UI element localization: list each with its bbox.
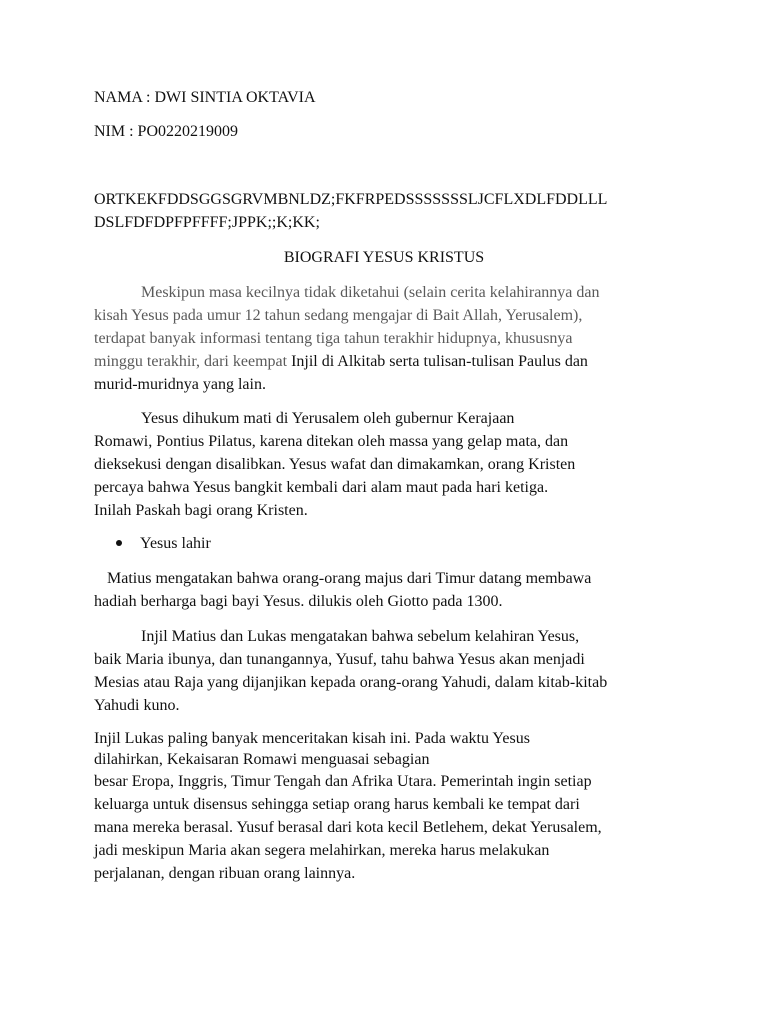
paragraph-2-line: percaya bahwa Yesus bangkit kembali dari alam maut pada hari ketiga.	[94, 479, 549, 496]
paragraph-2-line: Inilah Paskah bagi orang Kristen.	[94, 502, 308, 519]
paragraph-1-grey-segment: minggu terakhir, dari keempat	[94, 353, 292, 370]
garbled-text-line-1: ORTKEKFDDSGGSGRVMBNLDZ;FKFRPEDSSSSSSSLJCFLXDLFDDLLL	[94, 191, 608, 208]
paragraph-5-line: perjalanan, dengan ribuan orang lainnya.	[94, 865, 356, 882]
paragraph-4-line: Mesias atau Raja yang dijanjikan kepada orang-orang Yahudi, dalam kitab-kitab	[94, 674, 608, 691]
paragraph-5-line: keluarga untuk disensus sehingga setiap orang harus kembali ke tempat dari	[94, 796, 580, 813]
paragraph-5-line: jadi meskipun Maria akan segera melahirkan, mereka harus melakukan	[94, 842, 550, 859]
paragraph-1-line: kisah Yesus pada umur 12 tahun sedang mengajar di Bait Allah, Yerusalem),	[94, 307, 583, 324]
paragraph-4-line: Injil Matius dan Lukas mengatakan bahwa sebelum kelahiran Yesus,	[141, 628, 580, 645]
bullet-icon	[116, 540, 122, 546]
bullet-text: Yesus lahir	[140, 535, 211, 552]
paragraph-5-line: dilahirkan, Kekaisaran Romawi menguasai sebagian	[94, 751, 430, 768]
paragraph-5-line: besar Eropa, Inggris, Timur Tengah dan Afrika Utara. Pemerintah ingin setiap	[94, 773, 592, 790]
document-title: BIOGRAFI YESUS KRISTUS	[283, 249, 485, 266]
paragraph-1-line: terdapat banyak informasi tentang tiga tahun terakhir hidupnya, khususnya	[94, 330, 573, 347]
student-nim: NIM : PO0220219009	[94, 123, 239, 140]
bullet-list-item	[116, 533, 211, 555]
paragraph-5-line: mana mereka berasal. Yusuf berasal dari kota kecil Betlehem, dekat Yerusalem,	[94, 819, 602, 836]
paragraph-1-line	[94, 351, 588, 373]
paragraph-3-line: hadiah berharga bagi bayi Yesus. dilukis oleh Giotto pada 1300.	[94, 593, 503, 610]
paragraph-2-line: Yesus dihukum mati di Yerusalem oleh gubernur Kerajaan	[141, 410, 515, 427]
garbled-text-line-2: DSLFDFDPFPFFFF;JPPK;;K;KK;	[94, 214, 320, 231]
paragraph-1-line: murid-muridnya yang lain.	[94, 376, 266, 393]
paragraph-4-line: baik Maria ibunya, dan tunangannya, Yusuf, tahu bahwa Yesus akan menjadi	[94, 651, 585, 668]
student-name: NAMA : DWI SINTIA OKTAVIA	[94, 89, 316, 106]
paragraph-1-line: Meskipun masa kecilnya tidak diketahui (selain cerita kelahirannya dan	[141, 284, 600, 301]
paragraph-5-line: Injil Lukas paling banyak menceritakan kisah ini. Pada waktu Yesus	[94, 730, 530, 747]
paragraph-2-line: dieksekusi dengan disalibkan. Yesus wafat dan dimakamkan, orang Kristen	[94, 456, 576, 473]
paragraph-4-line: Yahudi kuno.	[94, 697, 180, 714]
paragraph-3-line: Matius mengatakan bahwa orang-orang majus dari Timur datang membawa	[107, 570, 592, 587]
paragraph-2-line: Romawi, Pontius Pilatus, karena ditekan oleh massa yang gelap mata, dan	[94, 433, 569, 450]
paragraph-1-dark-segment: Injil di Alkitab serta tulisan-tulisan Paulus dan	[291, 353, 588, 370]
